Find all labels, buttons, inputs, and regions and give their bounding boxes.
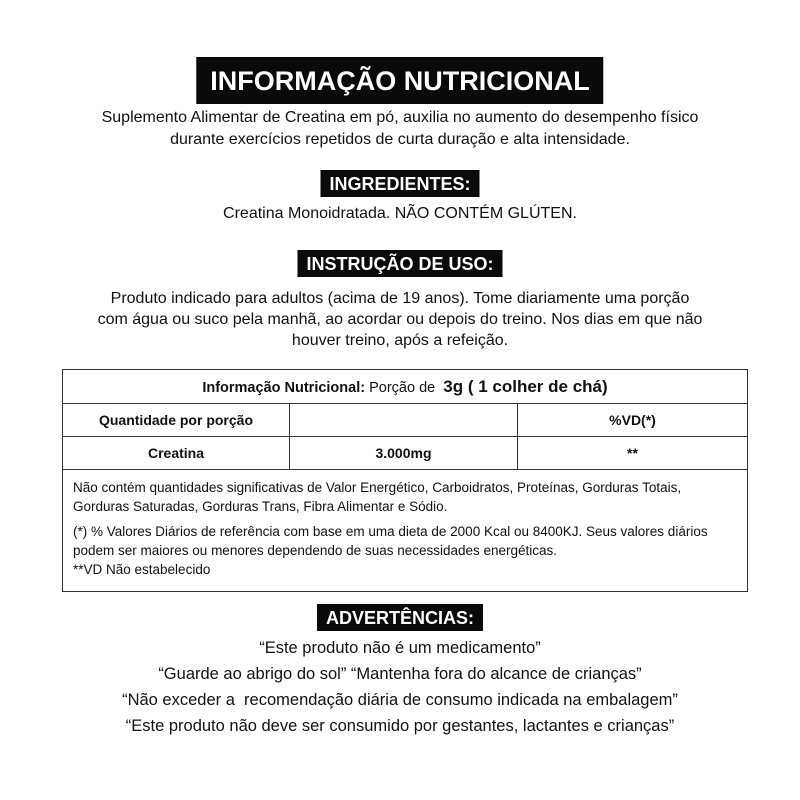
usage-line: houver treino, após a refeição. [291,332,509,349]
ingredients-text: Creatina Monoidratada. NÃO CONTÉM GLÚTEN. [223,205,577,222]
warning-line: “Guarde ao abrigo do sol” “Mantenha fora do alcance de crianças” [158,665,642,683]
warning-line: “Não exceder a recomendação diária de consumo indicada na embalagem” [122,691,678,709]
description-line: durante exercícios repetidos de curta duração e alta intensidade. [170,131,630,148]
header-cell [290,404,518,437]
usage-heading: INSTRUÇÃO DE USO: [297,250,502,277]
note: (*) % Valores Diários de referência com base em uma dieta de 2000 Kcal ou 8400KJ. Seus valores diários podem ser maiores ou menores dependendo de suas necessidades energéticas. [73,524,708,558]
table-title-label: Informação Nutricional: [202,379,366,396]
description-line: Suplemento Alimentar de Creatina em pó, auxilia no aumento do desempenho físico [101,109,699,126]
note: **VD Não estabelecido [73,562,211,577]
usage-line: com água ou suco pela manhã, ao acordar ou depois do treino. Nos dias em que não [97,311,703,328]
warnings-heading: ADVERTÊNCIAS: [317,604,483,631]
header-cell: Quantidade por porção [63,404,290,437]
note: Não contém quantidades significativas de Valor Energético, Carboidratos, Proteínas, Gorduras Totais, Gorduras Saturadas, Gorduras Trans, Fibra Alimentar e Sódio. [73,480,682,514]
table-title-portion-label: Porção de [365,379,440,396]
nutrient-name: Creatina [63,437,290,470]
warning-line: “Este produto não é um medicamento” [259,639,541,657]
table-row [63,437,748,470]
usage-line: Produto indicado para adultos (acima de 19 anos). Tome diariamente uma porção [110,290,690,307]
header-cell: %VD(*) [518,404,748,437]
table-title [63,370,748,404]
nutrition-table [62,369,748,592]
table-notes [63,470,748,592]
page-title: INFORMAÇÃO NUTRICIONAL [196,57,603,104]
table-portion: 3g ( 1 colher de chá) [443,376,608,396]
warning-line: “Este produto não deve ser consumido por gestantes, lactantes e crianças” [125,717,675,735]
ingredients-heading: INGREDIENTES: [320,170,479,197]
nutrient-vd: ** [518,437,748,470]
nutrient-amount: 3.000mg [290,437,518,470]
table-header-row [63,404,748,437]
